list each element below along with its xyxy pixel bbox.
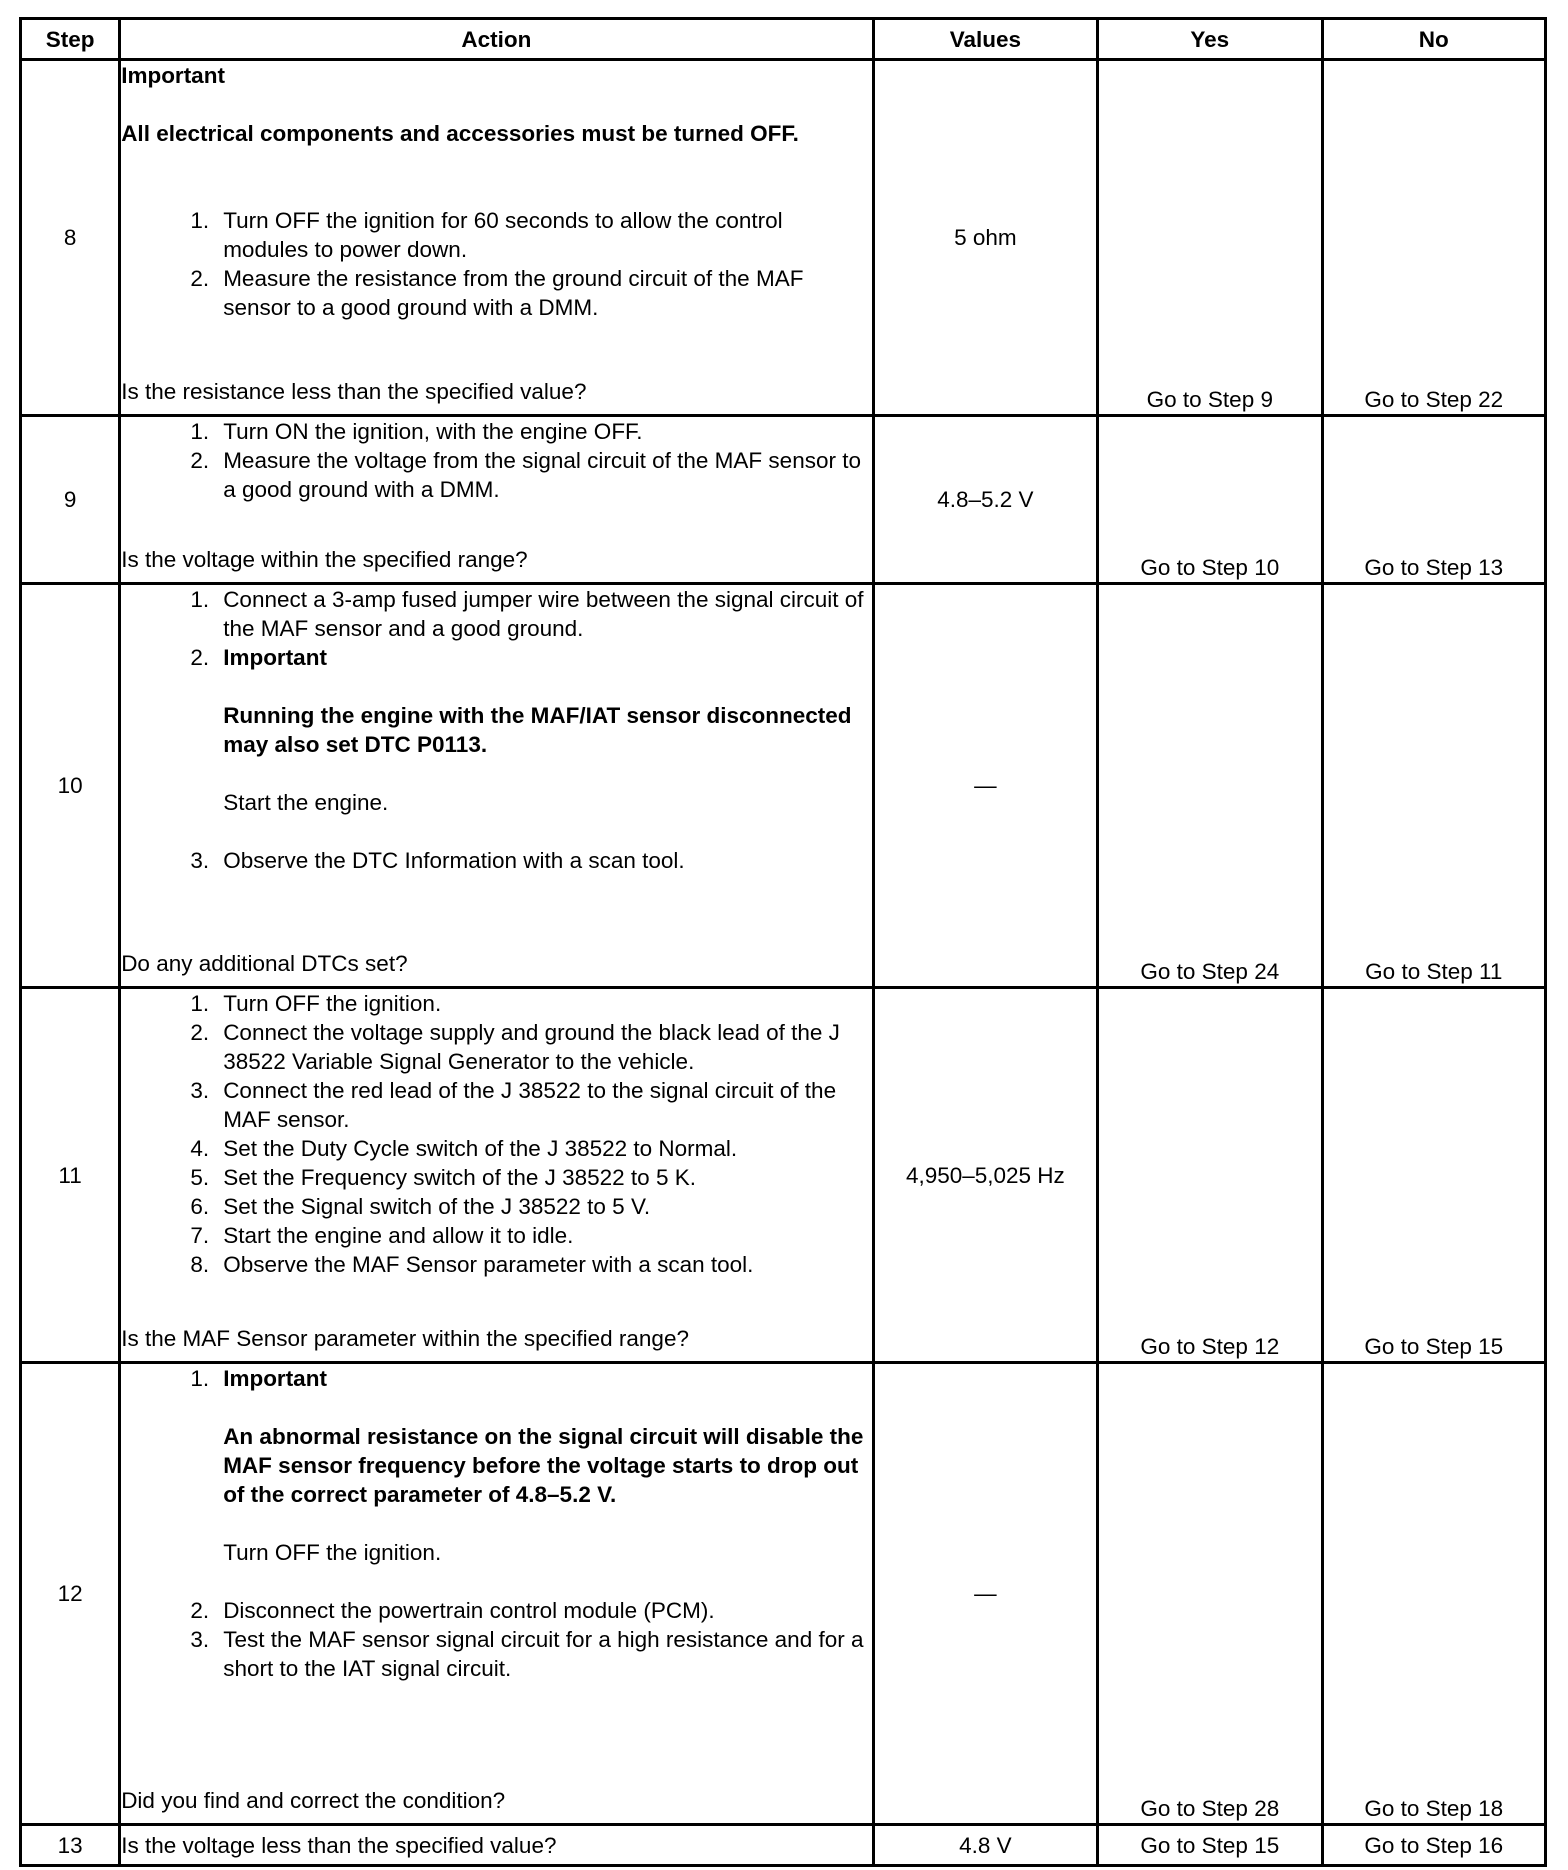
- list-item: 7. Start the engine and allow it to idle.: [190, 1223, 574, 1248]
- table-row: [21, 584, 1546, 988]
- action-list: [121, 417, 871, 504]
- value-cell: —: [873, 584, 1097, 988]
- action-question: Is the voltage less than the specified value?: [120, 1825, 873, 1866]
- no-cell: Go to Step 13: [1322, 416, 1545, 584]
- value-cell: —: [873, 1363, 1097, 1825]
- important-label: Important: [121, 63, 225, 88]
- list-item: 1. Connect a 3-amp fused jumper wire between the signal circuit of the MAF sensor and a good ground.: [190, 587, 864, 641]
- list-item: 5. Set the Frequency switch of the J 38522 to 5 K.: [190, 1165, 696, 1190]
- step-number: 10: [21, 584, 120, 988]
- no-cell: Go to Step 11: [1322, 584, 1545, 988]
- table-row: [21, 988, 1546, 1363]
- table-row: [21, 60, 1546, 416]
- list-item: 1. Turn OFF the ignition.: [190, 991, 442, 1016]
- action-cell: [120, 988, 873, 1363]
- no-cell: Go to Step 22: [1322, 60, 1545, 416]
- list-item: 2. Measure the resistance from the ground circuit of the MAF sensor to a good ground with a DMM.: [190, 266, 804, 320]
- list-item: 1. Important An abnormal resistance on the signal circuit will disable the MAF sensor frequency before the voltage starts to drop out of the correct parameter of 4.8–5.2 V. Turn OFF the ignition.: [121, 1364, 871, 1596]
- header-step: Step: [21, 19, 120, 60]
- important-note: Running the engine with the MAF/IAT sensor disconnected may also set DTC P0113.: [223, 703, 852, 757]
- yes-cell: Go to Step 10: [1098, 416, 1322, 584]
- table-row: [21, 1825, 1546, 1866]
- diagnostic-table: [19, 17, 1547, 1867]
- list-item: 3. Connect the red lead of the J 38522 to the signal circuit of the MAF sensor.: [190, 1078, 837, 1132]
- important-label: Important: [223, 645, 327, 670]
- action-question: Is the voltage within the specified range?: [121, 547, 528, 572]
- step-number: 11: [21, 988, 120, 1363]
- list-item: 1. Turn OFF the ignition for 60 seconds to allow the control modules to power down.: [190, 208, 783, 262]
- action-cell: [120, 60, 873, 416]
- yes-cell: Go to Step 24: [1098, 584, 1322, 988]
- no-cell: Go to Step 15: [1322, 988, 1545, 1363]
- list-item: 8. Observe the MAF Sensor parameter with a scan tool.: [190, 1252, 754, 1277]
- table-row: [21, 1363, 1546, 1825]
- yes-cell: Go to Step 12: [1098, 988, 1322, 1363]
- action-question: Is the resistance less than the specified value?: [121, 379, 587, 404]
- list-item: 3. Test the MAF sensor signal circuit for a high resistance and for a short to the IAT signal circuit.: [190, 1627, 864, 1681]
- item-text: Start the engine.: [223, 790, 389, 815]
- list-item: 2. Disconnect the powertrain control module (PCM).: [190, 1598, 715, 1623]
- list-item: 1. Turn ON the ignition, with the engine OFF.: [190, 419, 643, 444]
- yes-cell: Go to Step 28: [1098, 1363, 1322, 1825]
- important-note: An abnormal resistance on the signal circuit will disable the MAF sensor frequency before the voltage starts to drop out of the correct parameter of 4.8–5.2 V.: [223, 1424, 864, 1507]
- list-item: 6. Set the Signal switch of the J 38522 to 5 V.: [190, 1194, 651, 1219]
- list-item: 2. Measure the voltage from the signal circuit of the MAF sensor to a good ground with a DMM.: [190, 448, 861, 502]
- item-text: Turn OFF the ignition.: [223, 1540, 442, 1565]
- important-label: Important: [223, 1366, 327, 1391]
- list-item: 4. Set the Duty Cycle switch of the J 38522 to Normal.: [190, 1136, 738, 1161]
- diagnostic-table-page: [19, 17, 1547, 1867]
- list-item: 3. Observe the DTC Information with a scan tool.: [190, 848, 685, 873]
- value-cell: 4,950–5,025 Hz: [873, 988, 1097, 1363]
- action-question: Did you find and correct the condition?: [121, 1788, 506, 1813]
- list-item: 2. Important Running the engine with the MAF/IAT sensor disconnected may also set DTC P0113. Start the engine.: [121, 643, 871, 846]
- yes-cell: Go to Step 9: [1098, 60, 1322, 416]
- action-cell: [120, 416, 873, 584]
- action-cell: [120, 584, 873, 988]
- value-cell: 4.8 V: [873, 1825, 1097, 1866]
- action-cell: [120, 1363, 873, 1825]
- step-number: 12: [21, 1363, 120, 1825]
- step-number: 8: [21, 60, 120, 416]
- value-cell: 5 ohm: [873, 60, 1097, 416]
- step-number: 9: [21, 416, 120, 584]
- action-list: [121, 989, 871, 1279]
- action-list: [121, 585, 871, 875]
- action-question: Is the MAF Sensor parameter within the specified range?: [121, 1326, 689, 1351]
- action-list: [121, 206, 871, 322]
- important-note: All electrical components and accessories must be turned OFF.: [121, 121, 799, 146]
- value-cell: 4.8–5.2 V: [873, 416, 1097, 584]
- header-action: Action: [120, 19, 873, 60]
- no-cell: Go to Step 18: [1322, 1363, 1545, 1825]
- step-number: 13: [21, 1825, 120, 1866]
- header-row: [21, 19, 1546, 60]
- header-no: No: [1322, 19, 1545, 60]
- action-list: [121, 1364, 871, 1683]
- list-item: 2. Connect the voltage supply and ground the black lead of the J 38522 Variable Signal Generator to the vehicle.: [190, 1020, 840, 1074]
- header-values: Values: [873, 19, 1097, 60]
- no-cell: Go to Step 16: [1322, 1825, 1545, 1866]
- yes-cell: Go to Step 15: [1098, 1825, 1322, 1866]
- action-question: Do any additional DTCs set?: [121, 951, 408, 976]
- table-row: [21, 416, 1546, 584]
- header-yes: Yes: [1098, 19, 1322, 60]
